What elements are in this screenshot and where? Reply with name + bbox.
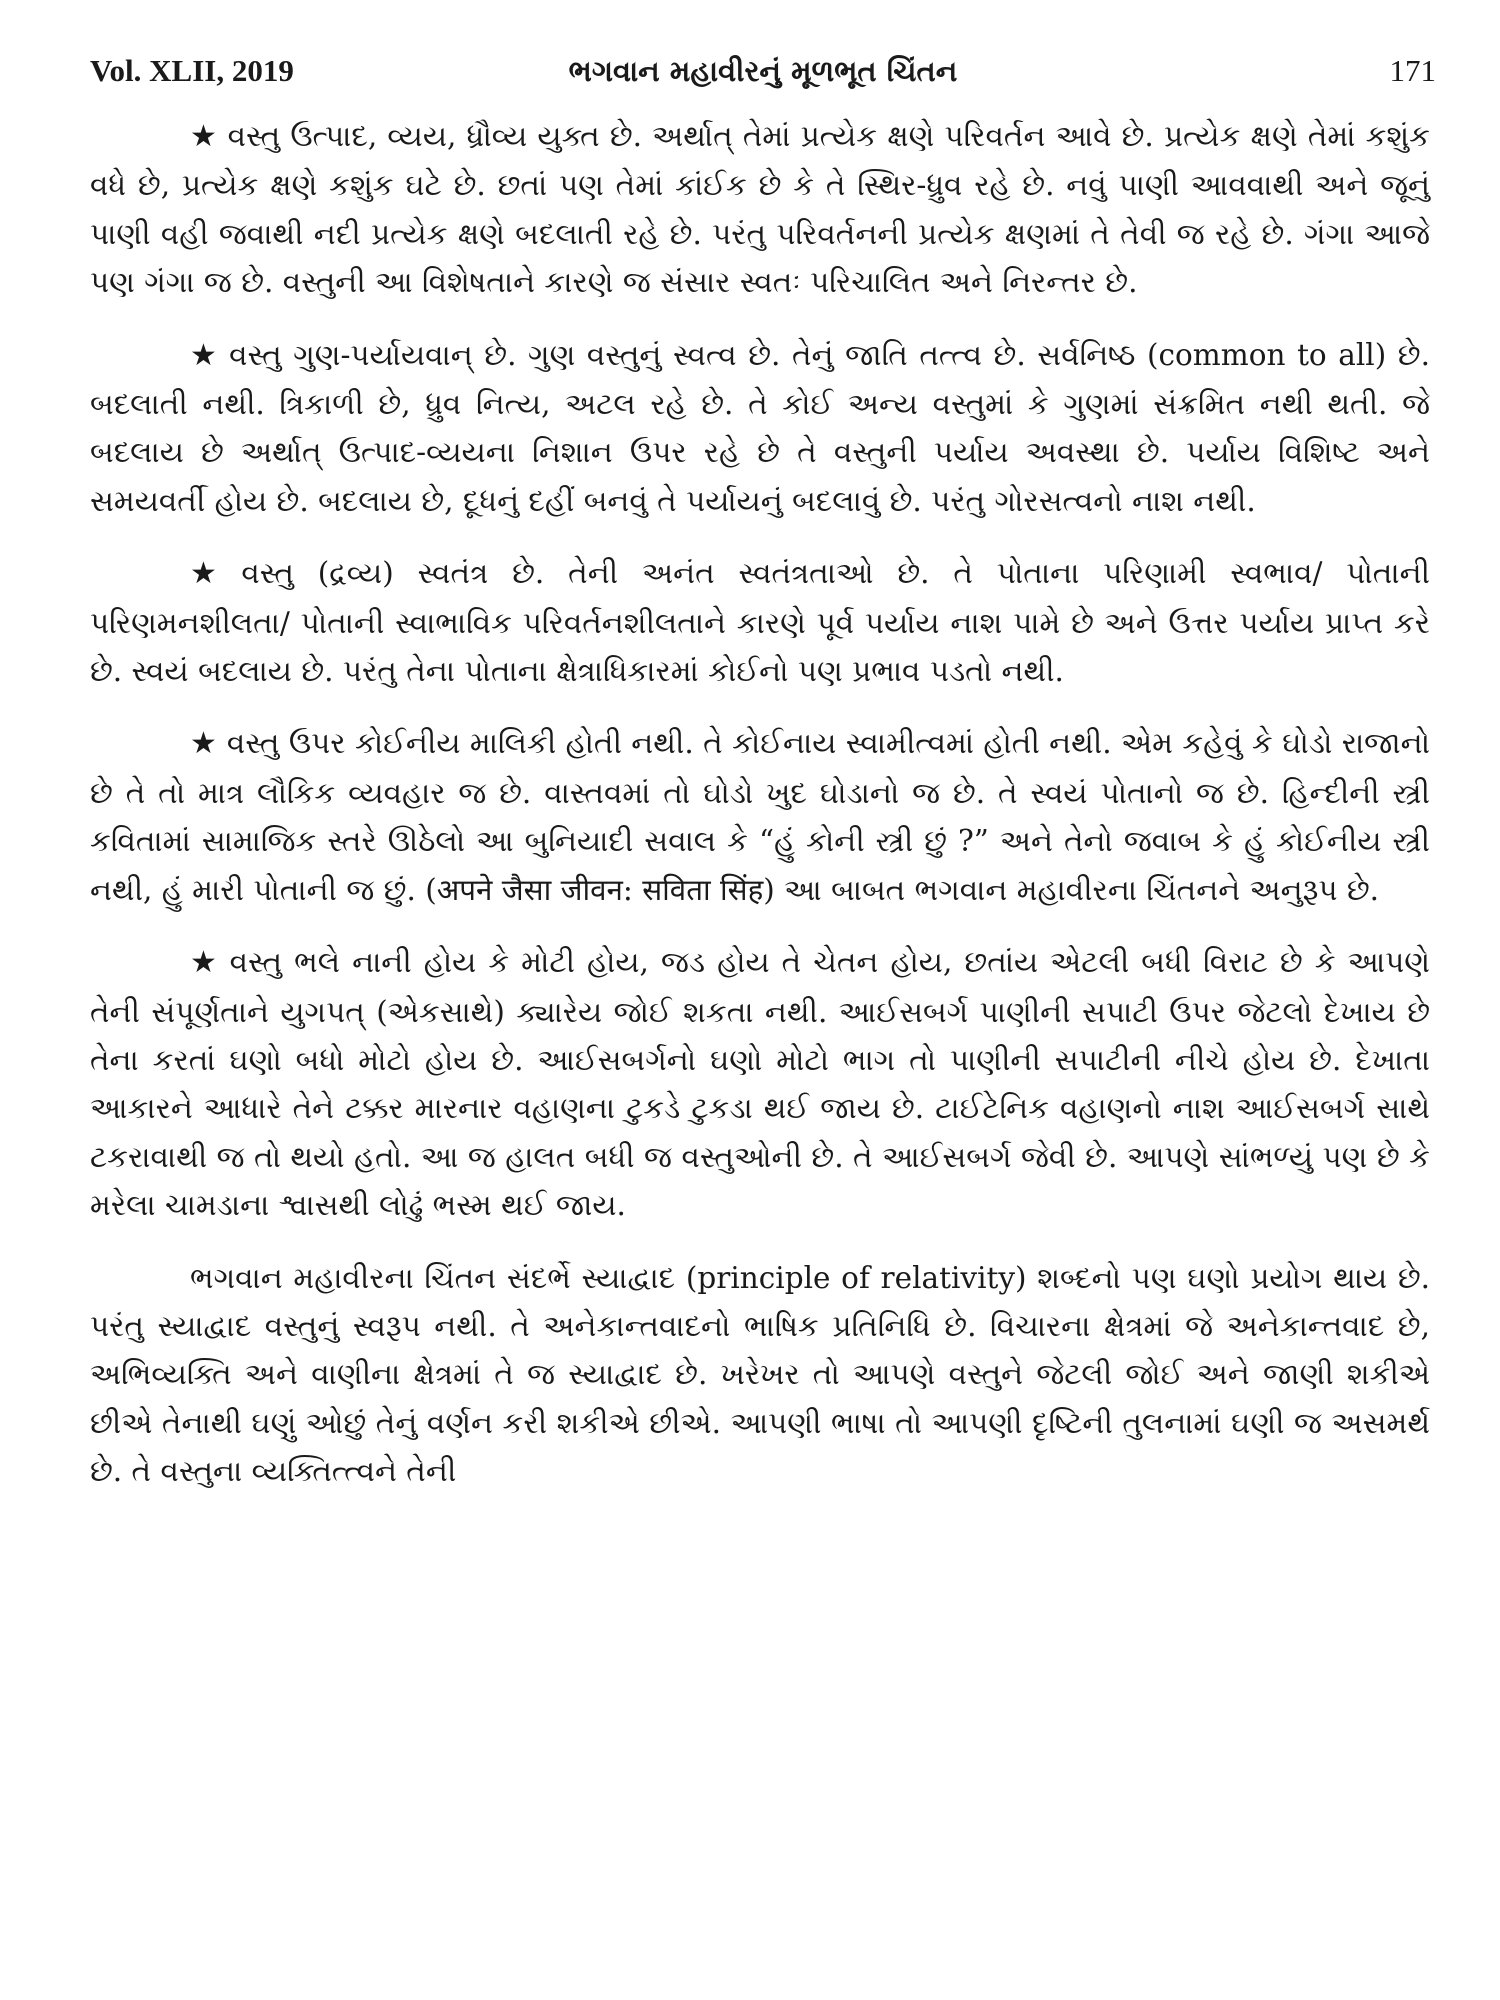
paragraph-text: વસ્તુ ગુણ-પર્યાયવાન્ છે. ગુણ વસ્તુનું સ્વત્વ છે. તેનું જાતિ તત્ત્વ છે. સર્વનિષ્ઠ (common to all) છે. બદલાતી નથી. ત્રિકાળી છે, ધ્રુવ નિત્ય, અટલ રહે છે. તે કોઈ અન્ય વસ્તુમાં કે ગુણમાં સંક્રમિત નથી થતી. જે બદલાય છે અર્થાત્ ઉત્પાદ-વ્યયના નિશાન ઉપર રહે છે તે વસ્તુની પર્યાય અવસ્થા છે. પર્યાય વિશિષ્ટ અને સમયવર્તી હોય છે. બદલાય છે, દૂધનું દહીં બનવું તે પર્યાયનું બદલાવું છે. પરંતુ ગોરસત્વનો નાશ નથી.: [90, 337, 1430, 518]
paragraph-4: [90, 719, 1430, 914]
paragraph-5: [90, 938, 1430, 1229]
star-bullet-icon: ★: [190, 945, 220, 981]
running-header: [90, 46, 1436, 96]
paragraph-text: વસ્તુ ભલે નાની હોય કે મોટી હોય, જડ હોય તે ચેતન હોય, છતાંય એટલી બધી વિરાટ છે કે આપણે તેની સંપૂર્ણતાને યુગપત્ (એકસાથે) ક્યારેય જોઈ શકતા નથી. આઈસબર્ગ પાણીની સપાટી ઉપર જેટલો દેખાય છે તેના કરતાં ઘણો બધો મોટો હોય છે. આઈસબર્ગનો ઘણો મોટો ભાગ તો પાણીની સપાટીની નીચે હોય છે. દેખાતા આકારને આધારે તેને ટક્કર મારનાર વહાણના ટુકડે ટુકડા થઈ જાય છે. ટાઈટેનિક વહાણનો નાશ આઈસબર્ગ સાથે ટકરાવાથી જ તો થયો હતો. આ જ હાલત બધી જ વસ્તુઓની છે. તે આઈસબર્ગ જેવી છે. આપણે સાંભળ્યું પણ છે કે મરેલા ચામડાના શ્વાસથી લોઢું ભસ્મ થઈ જાય.: [90, 945, 1430, 1223]
paragraph-text: વસ્તુ ઉપર કોઈનીય માલિકી હોતી નથી. તે કોઈનાય સ્વામીત્વમાં હોતી નથી. એમ કહેવું કે ઘોડો રાજાનો છે તે તો માત્ર લૌકિક વ્યવહાર જ છે. વાસ્તવમાં તો ઘોડો ખુદ ઘોડાનો જ છે. તે સ્વયં પોતાનો જ છે. હિન્દીની સ્ત્રી કવિતામાં સામાજિક સ્તરે ઊઠેલો આ બુનિયાદી સવાલ કે “હું કોની સ્ત્રી છું ?” અને તેનો જવાબ કે હું કોઈનીય સ્ત્રી નથી, હું મારી પોતાની જ છું. (अपने जैसा जीवन: सविता सिंह) આ બાબત ભગવાન મહાવીરના ચિંતનને અનુરૂપ છે.: [90, 726, 1430, 907]
star-bullet-icon: ★: [190, 726, 217, 762]
star-bullet-icon: ★: [190, 119, 218, 154]
paragraph-3: [90, 549, 1430, 695]
running-title: ભગવાન મહાવીરનું મૂળભૂત ચિંતન: [568, 54, 958, 88]
body-text: [90, 112, 1430, 1520]
paragraph-text: વસ્તુ ઉત્પાદ, વ્યય, ધ્રૌવ્ય યુક્ત છે. અર્થાત્ તેમાં પ્રત્યેક ક્ષણે પરિવર્તન આવે છે. પ્રત્યેક ક્ષણે તેમાં કશુંક વધે છે, પ્રત્યેક ક્ષણે કશુંક ઘટે છે. છતાં પણ તેમાં કાંઈક છે કે તે સ્થિર-ધ્રુવ રહે છે. નવું પાણી આવવાથી અને જૂનું પાણી વહી જવાથી નદી પ્રત્યેક ક્ષણે બદલાતી રહે છે. પરંતુ પરિવર્તનની પ્રત્યેક ક્ષણમાં તે તેવી જ રહે છે. ગંગા આજે પણ ગંગા જ છે. વસ્તુની આ વિશેષતાને કારણે જ સંસાર સ્વતઃ પરિચાલિત અને નિરન્તર છે.: [90, 119, 1430, 300]
paragraph-1: [90, 112, 1430, 307]
paragraph-2: [90, 331, 1430, 526]
page-number: 171: [1389, 53, 1436, 88]
paragraph-6: [90, 1254, 1430, 1496]
volume-label: Vol. XLII, 2019: [90, 53, 294, 88]
star-bullet-icon: ★: [190, 556, 232, 592]
star-bullet-icon: ★: [190, 337, 220, 373]
paragraph-text: વસ્તુ (દ્રવ્ય) સ્વતંત્ર છે. તેની અનંત સ્વતંત્રતાઓ છે. તે પોતાના પરિણામી સ્વભાવ/ પોતાની પરિણમનશીલતા/ પોતાની સ્વાભાવિક પરિવર્તનશીલતાને કારણે પૂર્વ પર્યાય નાશ પામે છે અને ઉત્તર પર્યાય પ્રાપ્ત કરે છે. સ્વયં બદલાય છે. પરંતુ તેના પોતાના ક્ષેત્રાધિકારમાં કોઈનો પણ પ્રભાવ પડતો નથી.: [90, 556, 1430, 689]
paragraph-text: ભગવાન મહાવીરના ચિંતન સંદર્ભે સ્યાદ્વાદ (principle of relativity) શબ્દનો પણ ઘણો પ્રયોગ થાય છે. પરંતુ સ્યાદ્વાદ વસ્તુનું સ્વરૂપ નથી. તે અનેકાન્તવાદનો ભાષિક પ્રતિનિધિ છે. વિચારના ક્ષેત્રમાં જે અનેકાન્તવાદ છે, અભિવ્યક્તિ અને વાણીના ક્ષેત્રમાં તે જ સ્યાદ્વાદ છે. ખરેખર તો આપણે વસ્તુને જેટલી જોઈ અને જાણી શકીએ છીએ તેનાથી ઘણું ઓછું તેનું વર્ણન કરી શકીએ છીએ. આપણી ભાષા તો આપણી દૃષ્ટિની તુલનામાં ઘણી જ અસમર્થ છે. તે વસ્તુના વ્યક્તિત્ત્વને તેની: [90, 1260, 1430, 1489]
